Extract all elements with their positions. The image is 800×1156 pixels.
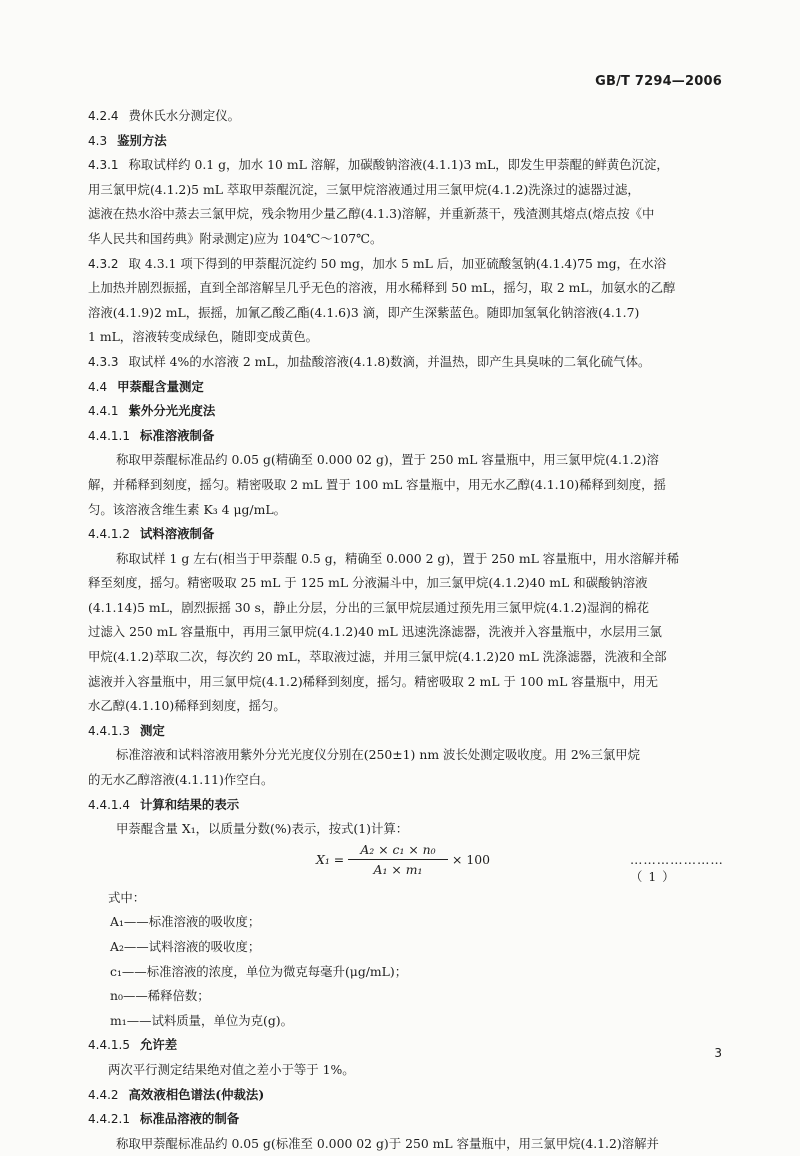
text-line bbox=[88, 325, 728, 350]
text-line bbox=[88, 498, 728, 523]
section-number: 4.3.3 bbox=[88, 354, 119, 369]
line-text: c₁——标准溶液的浓度，单位为微克每毫升(μg/mL)； bbox=[110, 963, 408, 979]
standard-number: GB/T 7294—2006 bbox=[595, 74, 722, 89]
section-number: 4.4 bbox=[88, 379, 108, 394]
line-text: 取 4.3.1 项下得到的甲萘醌沉淀约 50 mg，加水 5 mL 后，加亚硫酸氢钠(4.1.4)75 mg，在水浴 bbox=[128, 255, 667, 271]
line-text: 鉴别方法 bbox=[117, 132, 167, 148]
section-number: 4.4.1 bbox=[88, 404, 119, 419]
text-line bbox=[88, 178, 728, 203]
line-text: 过滤入 250 mL 容量瓶中，再用三氯甲烷(4.1.2)40 mL 迅速洗涤滤器，洗液并入容量瓶中，水层用三氯 bbox=[88, 624, 662, 640]
formula-multiplier: × 100 bbox=[452, 851, 490, 867]
text-line bbox=[88, 1009, 728, 1034]
formula-lhs: X₁ = bbox=[316, 851, 345, 867]
line-text: (4.1.14)5 mL，剧烈振摇 30 s，静止分层，分出的三氯甲烷层通过预先用三氯甲烷(4.1.2)湿润的棉花 bbox=[88, 599, 649, 615]
line-text: 试料溶液制备 bbox=[139, 526, 215, 542]
line-text: 滤液在热水浴中蒸去三氯甲烷，残余物用少量乙醇(4.1.3)溶解，并重新蒸干，残渣测其熔点(熔点按《中 bbox=[88, 206, 655, 222]
line-text: 称取试样 1 g 左右(相当于甲萘醌 0.5 g，精确至 0.000 2 g)，置于 250 mL 容量瓶中，用水溶解并稀 bbox=[116, 550, 680, 566]
line-text: 的无水乙醇溶液(4.1.11)作空白。 bbox=[88, 772, 274, 788]
section-number: 4.4.2 bbox=[88, 1087, 119, 1102]
text-line bbox=[88, 1107, 728, 1132]
text-line bbox=[88, 252, 728, 277]
text-line bbox=[88, 104, 728, 129]
text-line bbox=[88, 153, 728, 178]
line-text: 称取甲萘醌标准品约 0.05 g(精确至 0.000 02 g)，置于 250 mL 容量瓶中，用三氯甲烷(4.1.2)溶 bbox=[116, 452, 659, 468]
line-text: 水乙醇(4.1.10)稀释到刻度，摇匀。 bbox=[88, 698, 286, 714]
text-line bbox=[88, 227, 728, 252]
text-line bbox=[88, 547, 728, 572]
section-number: 4.4.1.5 bbox=[88, 1038, 130, 1053]
line-text: 解，并稀释到刻度，摇匀。精密吸取 2 mL 置于 100 mL 容量瓶中，用无水乙醇(4.1.10)稀释到刻度，摇 bbox=[88, 476, 666, 492]
text-line bbox=[88, 984, 728, 1009]
document-body bbox=[88, 104, 728, 1156]
line-text: 甲萘醌含量测定 bbox=[117, 378, 204, 394]
text-line bbox=[88, 670, 728, 695]
text-line bbox=[88, 817, 728, 842]
formula-1 bbox=[88, 842, 728, 886]
formula-numerator: A₂ × c₁ × n₀ bbox=[348, 842, 448, 860]
formula-denominator: A₁ × m₁ bbox=[373, 861, 423, 877]
text-line bbox=[88, 1033, 728, 1058]
text-line bbox=[88, 448, 728, 473]
text-line bbox=[88, 793, 728, 818]
section-number: 4.3.2 bbox=[88, 256, 119, 271]
text-line bbox=[88, 1058, 728, 1083]
line-text: 上加热并剧烈振摇，直到全部溶解呈几乎无色的溶液，用水稀释到 50 mL，摇匀，取 2 mL，加氨水的乙醇 bbox=[88, 280, 676, 296]
line-text: 用三氯甲烷(4.1.2)5 mL 萃取甲萘醌沉淀，三氯甲烷溶液通过用三氯甲烷(4.1.2)洗涤过的滤器过滤， bbox=[88, 181, 640, 197]
line-text: 甲萘醌含量 X₁，以质量分数(%)表示，按式(1)计算： bbox=[116, 821, 409, 837]
line-text: 取试样 4%的水溶液 2 mL，加盐酸溶液(4.1.8)数滴，并温热，即产生具臭味的二氧化硫气体。 bbox=[128, 353, 651, 369]
text-line bbox=[88, 522, 728, 547]
line-text: 计算和结果的表示 bbox=[139, 796, 240, 812]
text-line bbox=[88, 645, 728, 670]
text-line bbox=[88, 350, 728, 375]
line-text: 紫外分光光度法 bbox=[128, 403, 216, 419]
line-text: 费休氏水分测定仪。 bbox=[128, 108, 241, 123]
text-line bbox=[88, 694, 728, 719]
text-line bbox=[88, 620, 728, 645]
text-line bbox=[88, 399, 728, 424]
text-line bbox=[88, 1132, 728, 1156]
line-text: 甲烷(4.1.2)萃取二次，每次约 20 mL，萃取液过滤，并用三氯甲烷(4.1.2)20 mL 洗涤滤器，洗液和全部 bbox=[88, 649, 667, 665]
line-text: 匀。该溶液含维生素 K₃ 4 μg/mL。 bbox=[88, 501, 286, 517]
line-text: 1 mL，溶液转变成绿色，随即变成黄色。 bbox=[88, 329, 319, 345]
text-line bbox=[88, 424, 728, 449]
text-line bbox=[88, 301, 728, 326]
line-text: 释至刻度，摇匀。精密吸取 25 mL 于 125 mL 分液漏斗中，加三氯甲烷(4.1.2)40 mL 和碳酸钠溶液 bbox=[88, 575, 648, 591]
line-text: 式中： bbox=[108, 889, 146, 905]
text-line bbox=[88, 768, 728, 793]
text-line bbox=[88, 886, 728, 911]
text-block-1 bbox=[88, 104, 728, 842]
text-line bbox=[88, 960, 728, 985]
equation-number: …………………（ 1 ） bbox=[630, 851, 724, 884]
line-text: 溶液(4.1.9)2 mL，振摇，加氰乙酸乙酯(4.1.6)3 滴，即产生深紫蓝色。随即加氢氧化钠溶液(4.1.7) bbox=[88, 304, 640, 320]
line-text: 称取甲萘醌标准品约 0.05 g(标准至 0.000 02 g)于 250 mL 容量瓶中，用三氯甲烷(4.1.2)溶解并 bbox=[116, 1135, 659, 1151]
text-line bbox=[88, 276, 728, 301]
line-text: 高效液相色谱法(仲裁法) bbox=[128, 1086, 265, 1102]
section-number: 4.4.1.1 bbox=[88, 428, 130, 443]
line-text: 测定 bbox=[139, 722, 165, 738]
text-line bbox=[88, 375, 728, 400]
formula-fraction bbox=[348, 842, 448, 877]
line-text: A₁——标准溶液的吸收度； bbox=[110, 914, 261, 930]
line-text: 华人民共和国药典》附录测定)应为 104℃～107℃。 bbox=[88, 230, 383, 246]
text-line bbox=[88, 719, 728, 744]
section-number: 4.3 bbox=[88, 133, 108, 148]
line-text: 标准溶液和试料溶液用紫外分光光度仪分别在(250±1) nm 波长处测定吸收度。用 2%三氯甲烷 bbox=[116, 747, 641, 763]
line-text: n₀——稀释倍数； bbox=[110, 988, 210, 1004]
section-number: 4.4.1.3 bbox=[88, 723, 130, 738]
text-line bbox=[88, 596, 728, 621]
line-text: 允许差 bbox=[139, 1037, 178, 1053]
text-line bbox=[88, 1083, 728, 1108]
section-number: 4.4.1.2 bbox=[88, 527, 130, 542]
line-text: 标准品溶液的制备 bbox=[139, 1111, 240, 1127]
text-line bbox=[88, 571, 728, 596]
line-text: 称取试样约 0.1 g，加水 10 mL 溶解，加碳酸钠溶液(4.1.1)3 mL，即发生甲萘醌的鲜黄色沉淀， bbox=[128, 157, 669, 173]
line-text: 滤液并入容量瓶中，用三氯甲烷(4.1.2)稀释到刻度，摇匀。精密吸取 2 mL 于 100 mL 容量瓶中，用无 bbox=[88, 673, 658, 689]
text-line bbox=[88, 473, 728, 498]
line-text: 两次平行测定结果绝对值之差小于等于 1%。 bbox=[108, 1061, 355, 1077]
text-line bbox=[88, 129, 728, 154]
text-line bbox=[88, 910, 728, 935]
page-number: 3 bbox=[714, 1046, 722, 1060]
text-block-2 bbox=[88, 886, 728, 1156]
text-line bbox=[88, 935, 728, 960]
section-number: 4.4.1.4 bbox=[88, 797, 130, 812]
text-line bbox=[88, 743, 728, 768]
text-line bbox=[88, 202, 728, 227]
line-text: 标准溶液制备 bbox=[139, 427, 215, 443]
line-text: A₂——试料溶液的吸收度； bbox=[110, 939, 261, 954]
line-text: m₁——试料质量，单位为克(g)。 bbox=[110, 1012, 294, 1028]
section-number: 4.4.2.1 bbox=[88, 1112, 130, 1127]
section-number: 4.2.4 bbox=[88, 109, 119, 123]
section-number: 4.3.1 bbox=[88, 158, 119, 173]
